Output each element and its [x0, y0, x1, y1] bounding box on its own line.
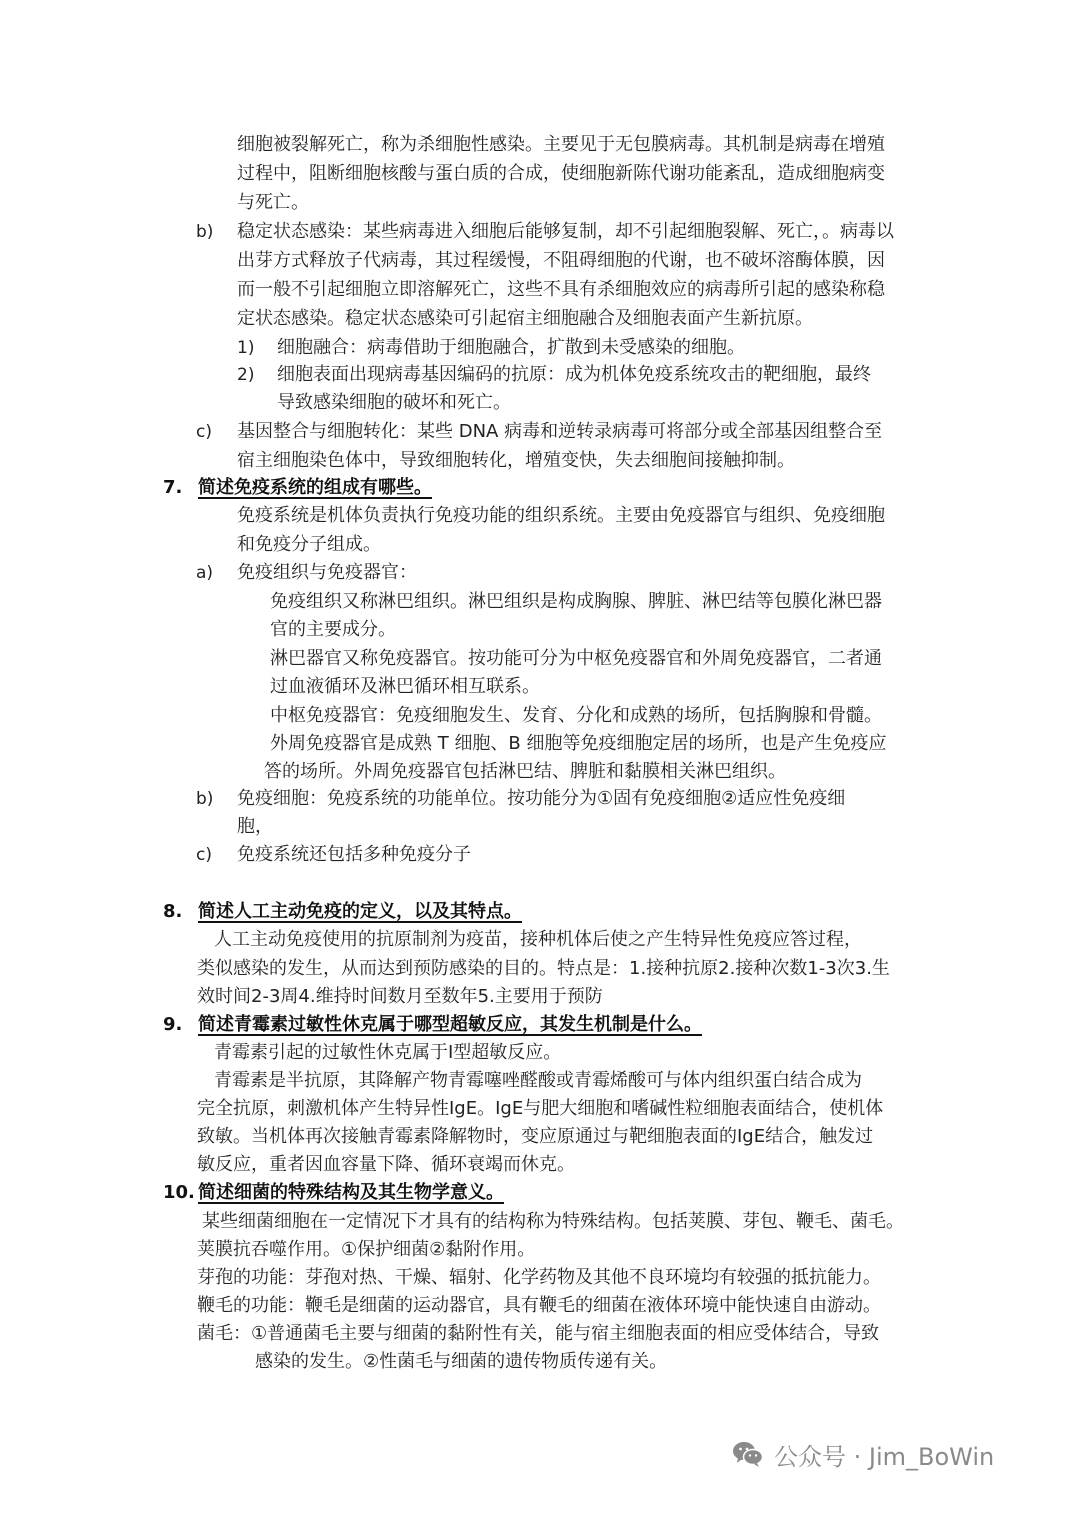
list-marker: a) — [196, 563, 214, 583]
paragraph-line: 细胞表面出现病毒基因编码的抗原：成为机体免疫系统攻击的靶细胞，最终 — [277, 364, 871, 385]
paragraph-line: 免疫系统还包括多种免疫分子 — [237, 844, 471, 865]
paragraph-line: 中枢免疫器官：免疫细胞发生、发育、分化和成熟的场所，包括胸腺和骨髓。 — [270, 705, 882, 726]
paragraph-line: 细胞被裂解死亡，称为杀细胞性感染。主要见于无包膜病毒。其机制是病毒在增殖 — [237, 134, 885, 155]
paragraph-line: 免疫系统是机体负责执行免疫功能的组织系统。主要由免疫器官与组织、免疫细胞 — [237, 505, 885, 526]
paragraph-line: 与死亡。 — [237, 192, 309, 213]
wechat-icon — [732, 1440, 764, 1468]
list-marker: b) — [196, 789, 214, 809]
paragraph-line: 稳定状态感染：某些病毒进入细胞后能够复制，却不引起细胞裂解、死亡，。病毒以 — [237, 221, 894, 242]
paragraph-line: 感染的发生。②性菌毛与细菌的遗传物质传递有关。 — [255, 1351, 668, 1372]
paragraph-line: 免疫组织与免疫器官： — [237, 562, 417, 583]
question-title: 简述人工主动免疫的定义，以及其特点。 — [198, 901, 522, 922]
paragraph-line: 答的场所。外周免疫器官包括淋巴结、脾脏和黏膜相关淋巴组织。 — [264, 761, 786, 782]
paragraph-line: 类似感染的发生，从而达到预防感染的目的。特点是：1.接种抗原2.接种次数1-3次3.生 — [197, 958, 890, 979]
paragraph-line: 过程中，阻断细胞核酸与蛋白质的合成，使细胞新陈代谢功能紊乱，造成细胞病变 — [237, 163, 885, 184]
paragraph-line: 敏反应，重者因血容量下降、循环衰竭而休克。 — [197, 1154, 575, 1175]
question-title: 简述免疫系统的组成有哪些。 — [198, 477, 432, 498]
paragraph-line: 荚膜抗吞噬作用。①保护细菌②黏附作用。 — [197, 1239, 536, 1260]
paragraph-line: 完全抗原，刺激机体产生特异性IgE。IgE与肥大细胞和嗜碱性粒细胞表面结合，使机体 — [197, 1098, 884, 1119]
paragraph-line: 过血液循环及淋巴循环相互联系。 — [270, 676, 540, 697]
paragraph-line: 宿主细胞染色体中，导致细胞转化，增殖变快，失去细胞间接触抑制。 — [237, 450, 795, 471]
paragraph-line: 官的主要成分。 — [270, 619, 396, 640]
paragraph-line: 鞭毛的功能：鞭毛是细菌的运动器官，具有鞭毛的细菌在液体环境中能快速自由游动。 — [197, 1295, 881, 1316]
paragraph-line: 淋巴器官又称免疫器官。按功能可分为中枢免疫器官和外周免疫器官，二者通 — [270, 648, 882, 669]
question-number: 7. — [163, 477, 183, 498]
paragraph-line: 和免疫分子组成。 — [237, 534, 381, 555]
paragraph-line: 免疫细胞：免疫系统的功能单位。按功能分为①固有免疫细胞②适应性免疫细 — [237, 788, 846, 809]
paragraph-line: 细胞融合：病毒借助于细胞融合，扩散到未受感染的细胞。 — [277, 337, 745, 358]
question-title: 简述细菌的特殊结构及其生物学意义。 — [198, 1182, 504, 1203]
paragraph-line: 菌毛：①普通菌毛主要与细菌的黏附性有关，能与宿主细胞表面的相应受体结合，导致 — [197, 1323, 880, 1344]
watermark — [732, 1432, 994, 1476]
paragraph-line: 出芽方式释放子代病毒，其过程缓慢，不阻碍细胞的代谢，也不破坏溶酶体膜，因 — [237, 250, 885, 271]
list-marker: 2) — [237, 365, 255, 385]
paragraph-line: 青霉素引起的过敏性休克属于I型超敏反应。 — [214, 1042, 562, 1063]
paragraph-line: 胞， — [237, 816, 273, 837]
watermark-text: 公众号 · Jim_BoWin — [774, 1442, 995, 1471]
list-marker: c) — [196, 845, 212, 865]
list-marker: b) — [196, 222, 214, 242]
paragraph-line: 而一般不引起细胞立即溶解死亡，这些不具有杀细胞效应的病毒所引起的感染称稳 — [237, 279, 885, 300]
paragraph-line: 基因整合与细胞转化：某些 DNA 病毒和逆转录病毒可将部分或全部基因组整合至 — [237, 421, 883, 442]
paragraph-line: 效时间2-3周4.维持时间数月至数年5.主要用于预防 — [197, 986, 603, 1007]
paragraph-line: 人工主动免疫使用的抗原制剂为疫苗，接种机体后使之产生特异性免疫应答过程， — [214, 929, 862, 950]
question-number: 10. — [163, 1182, 195, 1203]
paragraph-line: 芽孢的功能：芽孢对热、干燥、辐射、化学药物及其他不良环境均有较强的抵抗能力。 — [197, 1267, 881, 1288]
paragraph-line: 致敏。当机体再次接触青霉素降解物时，变应原通过与靶细胞表面的IgE结合，触发过 — [197, 1126, 874, 1147]
question-number: 8. — [163, 901, 183, 922]
question-number: 9. — [163, 1014, 183, 1035]
paragraph-line: 青霉素是半抗原，其降解产物青霉噻唑醛酸或青霉烯酸可与体内组织蛋白结合成为 — [214, 1070, 862, 1091]
question-title: 简述青霉素过敏性休克属于哪型超敏反应，其发生机制是什么。 — [198, 1014, 702, 1035]
paragraph-line: 某些细菌细胞在一定情况下才具有的结构称为特殊结构。包括荚膜、芽包、鞭毛、菌毛。 — [202, 1211, 904, 1232]
paragraph-line: 定状态感染。稳定状态感染可引起宿主细胞融合及细胞表面产生新抗原。 — [237, 308, 813, 329]
paragraph-line: 外周免疫器官是成熟 T 细胞、B 细胞等免疫细胞定居的场所，也是产生免疫应 — [270, 733, 887, 754]
list-marker: 1) — [237, 338, 255, 358]
paragraph-line: 导致感染细胞的破坏和死亡。 — [277, 392, 511, 413]
paragraph-line: 免疫组织又称淋巴组织。淋巴组织是构成胸腺、脾脏、淋巴结等包膜化淋巴器 — [270, 591, 882, 612]
list-marker: c) — [196, 422, 212, 442]
